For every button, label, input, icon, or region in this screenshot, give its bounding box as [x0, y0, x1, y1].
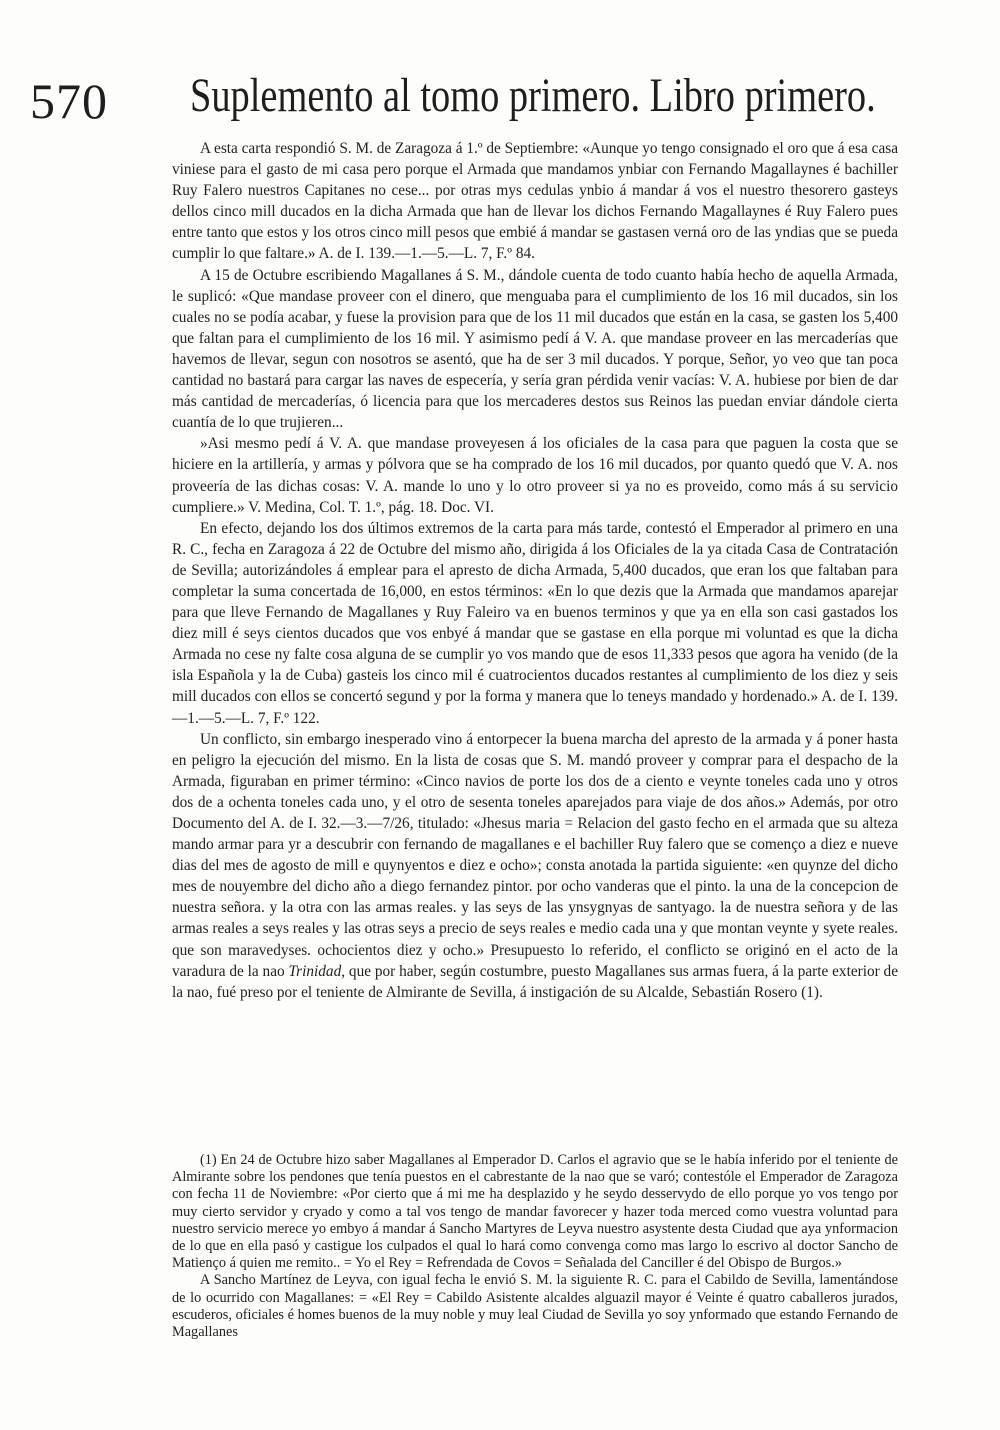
paragraph: »Asi mesmo pedí á V. A. que mandase proveyesen á los oficiales de la casa para que paguen la costa que se hiciere en la artillería, y armas y pólvora que se ha comprado de los 16 mil ducados, por quanto quedó que V. A. nos proveería de las dichas cosas: V. A. mande lo uno y lo otro proveer si ya no es proveido, como más á su servicio cumpliere.» V. Medina, Col. T. 1.º, pág. 18. Doc. VI.: [172, 435, 898, 516]
paragraph-text: Un conflicto, sin embargo inesperado vino á entorpecer la buena marcha del apresto de la armada y á poner hasta en peligro la ejecución del mismo. En la lista de cosas que S. M. mandó proveer y comprar para el despacho de la Armada, figuraban en primer término: «Cinco navios de porte los dos de a ciento e veynte toneles cada uno y otros dos de a ochenta toneles cada uno, y el otro de sesenta toneles aparejados para viaje de dos años.» Además, por otro Documento del A. de I. 32.—3.—7/26, titulado: «Jhesus maria = Relacion del gasto fecho en el armada que su alteza mando armar para yr a descubrir con fernando de magallanes e el bachiller Ruy falero que se començo a diez e nueve dias del mes de agosto de mill e quynyentos e diez e ocho»; consta anotada la partida siguiente: «en quynze del dicho mes de nouyembre del dicho año a diego fernandez pintor. por ocho vanderas que el pinto. la una de la concepcion de nuestra señora. y la otra con las armas reales. y las seys de las ynsygnyas de santyago. la de nuestra señora y de las armas reales a seys reales y las otras seys a precio de seys reales e medio cada una y que montan veynte y syete reales. que son maravedyses. ochocientos diez y ocho.» Presupuesto lo referido, el conflicto se originó en el acto de la varadura de la nao: [172, 730, 898, 980]
page-number: 570: [30, 73, 108, 129]
footnotes: [172, 1152, 898, 1341]
paragraph: [172, 729, 898, 1003]
footnote: A Sancho Martínez de Leyva, con igual fecha le envió S. M. la siguiente R. C. para el Cabildo de Sevilla, lamentándose de lo ocurrido con Magallanes: = «El Rey = Cabildo Asistente alcaldes alguazil mayor é Veinte é quatro caballeros jurados, escuderos, oficiales é homes buenos de la muy noble y muy leal Ciudad de Sevilla yo soy ynformado que estando Fernando de Magallanes: [172, 1272, 898, 1341]
paragraph: A 15 de Octubre escribiendo Magallanes á S. M., dándole cuenta de todo cuanto había hecho de aquella Armada, le suplicó: «Que mandase proveer con el dinero, que menguaba para el cumplimiento de los 16 mil ducados, sin los cuales no se podía acabar, y fuese la provision para que de los 11 mil ducados que están en la casa, se gasten los 5,400 que faltan para el cumplimiento de los 16 mil. Y asimismo pedí á V. A. que mandase proveer en las mercaderías que havemos de llevar, segun con nosotros se asentó, que ha de ser 3 mil ducados. Y porque, Señor, yo veo que tan poca cantidad no bastará para cargar las naves de especería, y sería gran pérdida venir vacías: V. A. hubiese por bien de dar más cantidad de mercaderías, ó licencia para que los mercaderes destos sus Reinos las puedan enviar dándole cierta cuantía de lo que trujieren...: [172, 266, 898, 432]
paragraph: En efecto, dejando los dos últimos extremos de la carta para más tarde, contestó el Emperador al primero en una R. C., fecha en Zaragoza á 22 de Octubre del mismo año, dirigida á los Oficiales de la ya citada Casa de Contratación de Sevilla; autorizándoles á emplear para el apresto de dicha Armada, 5,400 ducados, que eran los que faltaban para completar la suma concertada de 16,000, en estos términos: «En lo que dezis que la Armada que mandamos aparejar para que lleve Fernando de Magallanes y Ruy Faleiro va en buenos terminos y que ya en ella son casi gastados los diez mill é seys cientos ducados que vos enbyé á mandar que se gastase en ella porque mi voluntad es que la dicha Armada no cese ny falte cosa alguna de se cumplir yo vos mando que de esos 11,333 pesos que agora ha venido (de la isla Española y la de Cuba) gasteis los cinco mil é cuatrocientos ducados restantes al cumplimiento de los diez y seis mill ducados con ellos se concertó segund y por la forma y manera que lo teneys mandado y hordenado.» A. de I. 139.—1.—5.—L. 7, F.º 122.: [172, 519, 898, 727]
paragraph: A esta carta respondió S. M. de Zaragoza á 1.º de Septiembre: «Aunque yo tengo consignado el oro que á esa casa viniese para el gasto de mi casa pero porque el Armada que mandamos ynbiar con Fernando Magallaynes é bachiller Ruy Falero nuestros Capitanes no cese... por otras mys cedulas ynbio á mandar á vos el nuestro thesorero gasteys dellos cinco mill ducados en la dicha Armada que han de llevar los dichos Fernando Magallaynes é Ruy Falero pues entre tanto que estos y los otros cinco mill pesos que embié á mandar se gastasen verná oro de las yndias que se pueda cumplir lo que faltare.» A. de I. 139.—1.—5.—L. 7, F.º 84.: [172, 140, 898, 263]
paragraph-text: , que por haber, según costumbre, puesto Magallanes sus armas fuera, á la parte exterior de la nao, fué preso por el teniente de Almirante de Sevilla, á instigación de su Alcalde, Sebastián Rosero (1).: [172, 962, 898, 1001]
ship-name: Trinidad: [288, 962, 342, 980]
running-title: Suplemento al tomo primero. Libro primero.: [190, 69, 876, 122]
body-text: [172, 138, 898, 1003]
footnote: (1) En 24 de Octubre hizo saber Magallanes al Emperador D. Carlos el agravio que se le había inferido por el teniente de Almirante sobre los pendones que tenía puestos en el cabrestante de la nao que se varó; contestóle el Emperador de Zaragoza con fecha 11 de Noviembre: «Por cierto que á mi me ha desplazido y he seydo desservydo de ello porque yo vos tengo por muy cierto servidor y cryado y como a tal vos tengo de mandar favorecer y hazer toda merced como vuestra voluntad para nuestro servicio merece yo embyo á mandar á Sancho Martyres de Leyva nuestro asystente desta Ciudad que aya ynformacion de lo que en ella pasó y castigue los culpados el qual lo hará como convenga como mas largo lo escrivo al doctor Sancho de Matienço á quien me remito.. = Yo el Rey = Refrendada de Covos = Señalada del Canciller é del Obispo de Burgos.»: [172, 1152, 898, 1272]
